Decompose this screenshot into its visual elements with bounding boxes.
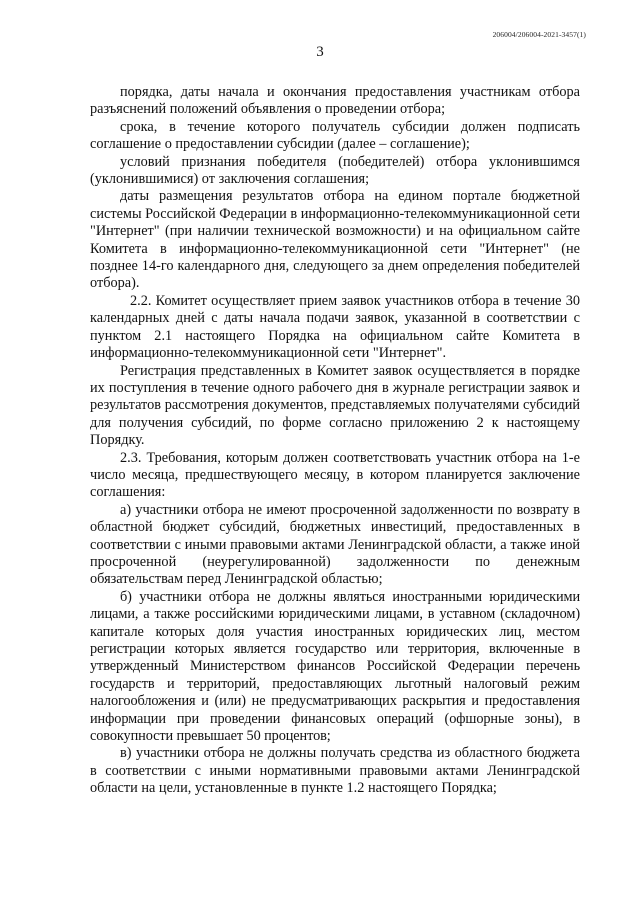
paragraph-deadline-clarifications: порядка, даты начала и окончания предоставления участникам отбора разъяснений положений объявления о проведении отбора; <box>90 84 580 118</box>
document-id: 206004/206004-2021-3457(1) <box>492 30 586 39</box>
paragraph-2-2: 2.2. Комитет осуществляет прием заявок участников отбора в течение 30 календарных дней с даты начала подачи заявок, указанной в соответствии с пунктом 2.1 настоящего Порядка на официальном сайте Комитета в информационно-телекоммуникационной сети "Интернет". <box>90 292 580 362</box>
paragraph-winner-evasion: условий признания победителя (победителей) отбора уклонившимся (уклонившимися) от заключения соглашения; <box>90 153 580 188</box>
paragraph-registration: Регистрация представленных в Комитет заявок осуществляется в порядке их поступления в течение одного рабочего дня в журнале регистрации заявок и результатов рассмотрения документов, представляемых получателями субсидий для получения субсидий, по форме согласно приложению 2 к настоящему Порядку. <box>90 362 580 449</box>
document-body <box>90 84 580 798</box>
paragraph-results-publication: даты размещения результатов отбора на едином портале бюджетной системы Российской Федерации в информационно-телекоммуникационной сети "Интернет" (при наличии технической возможности) и на официальном сайте Комитета в информационно-телекоммуникационной сети "Интернет" (не позднее 14-го календарного дня, следующего за днем определения победителей отбора). <box>90 188 580 292</box>
paragraph-requirement-v: в) участники отбора не должны получать средства из областного бюджета в соответствии с иными нормативными правовыми актами Ленинградской области на цели, установленные в пункте 1.2 настоящего Порядка; <box>90 745 580 797</box>
page-number: 3 <box>316 44 324 60</box>
paragraph-requirement-a: а) участники отбора не имеют просроченной задолженности по возврату в областной бюджет субсидий, бюджетных инвестиций, предоставленных в соответствии с иными правовыми актами Ленинградской области, а также иной просроченной (неурегулированной) задолженности по денежным обязательствам перед Ленинградской областью; <box>90 501 580 588</box>
paragraph-signing-deadline: срока, в течение которого получатель субсидии должен подписать соглашение о предоставлении субсидии (далее – соглашение); <box>90 118 580 153</box>
paragraph-2-3: 2.3. Требования, которым должен соответствовать участник отбора на 1-е число месяца, предшествующего месяцу, в котором планируется заключение соглашения: <box>90 449 580 501</box>
paragraph-requirement-b: б) участники отбора не должны являться иностранными юридическими лицами, а также российскими юридическими лицами, в уставном (складочном) капитале которых доля участия иностранных юридических лиц, местом регистрации которых является государство или территория, включенные в утвержденный Министерством финансов Российской Федерации перечень государств и территорий, предоставляющих льготный налоговый режим налогообложения и (или) не предусматривающих раскрытия и предоставления информации при проведении финансовых операций (офшорные зоны), в совокупности превышает 50 процентов; <box>90 588 580 745</box>
